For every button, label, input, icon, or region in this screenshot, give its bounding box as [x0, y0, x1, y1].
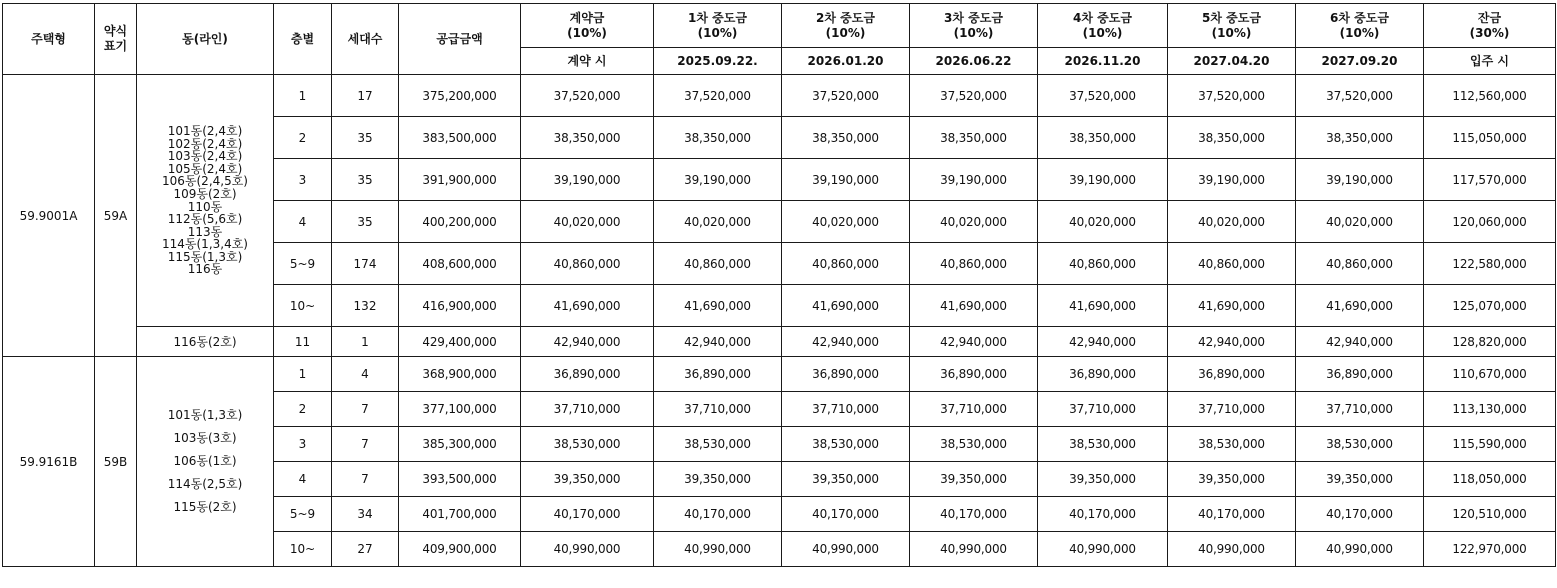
price-cell: 375,200,000 [399, 75, 521, 117]
floor-cell: 1 [274, 357, 332, 392]
mid1-cell: 40,990,000 [654, 532, 782, 567]
balance-cell: 120,060,000 [1424, 201, 1556, 243]
mid6-cell: 39,190,000 [1296, 159, 1424, 201]
mid6-cell: 42,940,000 [1296, 327, 1424, 357]
header-mid1: 1차 중도금 (10%) [654, 4, 782, 48]
mid3-cell: 36,890,000 [910, 357, 1038, 392]
balance-cell: 115,590,000 [1424, 427, 1556, 462]
floor-cell: 4 [274, 462, 332, 497]
contract-cell: 39,190,000 [521, 159, 654, 201]
price-cell: 400,200,000 [399, 201, 521, 243]
date-mid4: 2026.11.20 [1038, 48, 1168, 75]
contract-cell: 38,530,000 [521, 427, 654, 462]
mid4-cell: 40,860,000 [1038, 243, 1168, 285]
balance-cell: 110,670,000 [1424, 357, 1556, 392]
mid6-cell: 36,890,000 [1296, 357, 1424, 392]
table-row [3, 327, 1556, 357]
header-price: 공급금액 [399, 4, 521, 75]
header-mid4: 4차 중도금 (10%) [1038, 4, 1168, 48]
mid4-cell: 40,990,000 [1038, 532, 1168, 567]
units-cell: 4 [332, 357, 399, 392]
mid2-cell: 40,860,000 [782, 243, 910, 285]
mid1-cell: 41,690,000 [654, 285, 782, 327]
header-dong: 동(라인) [137, 4, 274, 75]
dong-cell: 116동(2호) [137, 327, 274, 357]
mid5-cell: 39,350,000 [1168, 462, 1296, 497]
mid2-cell: 40,170,000 [782, 497, 910, 532]
mid1-cell: 40,860,000 [654, 243, 782, 285]
mid2-cell: 38,530,000 [782, 427, 910, 462]
units-cell: 1 [332, 327, 399, 357]
mid2-cell: 37,710,000 [782, 392, 910, 427]
table-row [3, 75, 1556, 117]
mid5-cell: 42,940,000 [1168, 327, 1296, 357]
table-row [3, 357, 1556, 392]
contract-cell: 40,990,000 [521, 532, 654, 567]
header-floor: 층별 [274, 4, 332, 75]
balance-cell: 117,570,000 [1424, 159, 1556, 201]
price-cell: 383,500,000 [399, 117, 521, 159]
mid2-cell: 40,990,000 [782, 532, 910, 567]
mid2-cell: 39,350,000 [782, 462, 910, 497]
table-header [3, 4, 1556, 75]
contract-cell: 41,690,000 [521, 285, 654, 327]
balance-cell: 122,580,000 [1424, 243, 1556, 285]
contract-cell: 40,020,000 [521, 201, 654, 243]
mid4-cell: 36,890,000 [1038, 357, 1168, 392]
mid5-cell: 40,860,000 [1168, 243, 1296, 285]
price-cell: 409,900,000 [399, 532, 521, 567]
mid6-cell: 37,710,000 [1296, 392, 1424, 427]
contract-cell: 42,940,000 [521, 327, 654, 357]
mid1-cell: 40,020,000 [654, 201, 782, 243]
date-mid2: 2026.01.20 [782, 48, 910, 75]
balance-cell: 125,070,000 [1424, 285, 1556, 327]
units-cell: 34 [332, 497, 399, 532]
contract-cell: 37,520,000 [521, 75, 654, 117]
mid2-cell: 42,940,000 [782, 327, 910, 357]
date-mid3: 2026.06.22 [910, 48, 1038, 75]
mid3-cell: 39,350,000 [910, 462, 1038, 497]
contract-cell: 39,350,000 [521, 462, 654, 497]
floor-cell: 10~ [274, 532, 332, 567]
floor-cell: 11 [274, 327, 332, 357]
mid3-cell: 41,690,000 [910, 285, 1038, 327]
contract-cell: 38,350,000 [521, 117, 654, 159]
date-mid1: 2025.09.22. [654, 48, 782, 75]
price-cell: 393,500,000 [399, 462, 521, 497]
mid5-cell: 40,020,000 [1168, 201, 1296, 243]
mid4-cell: 39,190,000 [1038, 159, 1168, 201]
mid6-cell: 37,520,000 [1296, 75, 1424, 117]
mid5-cell: 38,350,000 [1168, 117, 1296, 159]
mid3-cell: 42,940,000 [910, 327, 1038, 357]
dong-cell: 101동(1,3호) 103동(3호) 106동(1호) 114동(2,5호) 115동(2호) [137, 357, 274, 567]
floor-cell: 2 [274, 392, 332, 427]
mid2-cell: 36,890,000 [782, 357, 910, 392]
balance-cell: 122,970,000 [1424, 532, 1556, 567]
price-cell: 408,600,000 [399, 243, 521, 285]
contract-cell: 36,890,000 [521, 357, 654, 392]
units-cell: 174 [332, 243, 399, 285]
mid6-cell: 38,530,000 [1296, 427, 1424, 462]
date-mid6: 2027.09.20 [1296, 48, 1424, 75]
mid5-cell: 36,890,000 [1168, 357, 1296, 392]
price-cell: 368,900,000 [399, 357, 521, 392]
mid5-cell: 40,990,000 [1168, 532, 1296, 567]
mid3-cell: 40,990,000 [910, 532, 1038, 567]
balance-cell: 120,510,000 [1424, 497, 1556, 532]
mid5-cell: 40,170,000 [1168, 497, 1296, 532]
units-cell: 27 [332, 532, 399, 567]
mid6-cell: 40,990,000 [1296, 532, 1424, 567]
mid3-cell: 37,520,000 [910, 75, 1038, 117]
header-mid5: 5차 중도금 (10%) [1168, 4, 1296, 48]
mid6-cell: 40,860,000 [1296, 243, 1424, 285]
mid6-cell: 40,020,000 [1296, 201, 1424, 243]
header-units: 세대수 [332, 4, 399, 75]
mid1-cell: 39,190,000 [654, 159, 782, 201]
floor-cell: 2 [274, 117, 332, 159]
dong-cell: 101동(2,4호) 102동(2,4호) 103동(2,4호) 105동(2,4호) 106동(2,4,5호) 109동(2호) 110동 112동(5,6호) 113동 114동(1,3,4호) 115동(1,3호) 116동 [137, 75, 274, 327]
header-mid6: 6차 중도금 (10%) [1296, 4, 1424, 48]
header-contract: 계약금 (10%) [521, 4, 654, 48]
mid3-cell: 40,170,000 [910, 497, 1038, 532]
mid3-cell: 37,710,000 [910, 392, 1038, 427]
type-cell: 59.9161B [3, 357, 95, 567]
floor-cell: 3 [274, 427, 332, 462]
balance-cell: 128,820,000 [1424, 327, 1556, 357]
mid6-cell: 38,350,000 [1296, 117, 1424, 159]
price-cell: 377,100,000 [399, 392, 521, 427]
units-cell: 35 [332, 117, 399, 159]
mid4-cell: 37,710,000 [1038, 392, 1168, 427]
mid3-cell: 38,530,000 [910, 427, 1038, 462]
short-cell: 59B [95, 357, 137, 567]
mid4-cell: 42,940,000 [1038, 327, 1168, 357]
price-cell: 391,900,000 [399, 159, 521, 201]
mid5-cell: 38,530,000 [1168, 427, 1296, 462]
price-cell: 416,900,000 [399, 285, 521, 327]
mid1-cell: 40,170,000 [654, 497, 782, 532]
mid6-cell: 39,350,000 [1296, 462, 1424, 497]
mid5-cell: 37,520,000 [1168, 75, 1296, 117]
mid1-cell: 38,530,000 [654, 427, 782, 462]
mid3-cell: 40,020,000 [910, 201, 1038, 243]
units-cell: 35 [332, 159, 399, 201]
floor-cell: 1 [274, 75, 332, 117]
mid6-cell: 40,170,000 [1296, 497, 1424, 532]
header-mid2: 2차 중도금 (10%) [782, 4, 910, 48]
mid4-cell: 41,690,000 [1038, 285, 1168, 327]
header-balance: 잔금 (30%) [1424, 4, 1556, 48]
mid3-cell: 39,190,000 [910, 159, 1038, 201]
mid6-cell: 41,690,000 [1296, 285, 1424, 327]
contract-cell: 40,170,000 [521, 497, 654, 532]
mid2-cell: 41,690,000 [782, 285, 910, 327]
units-cell: 132 [332, 285, 399, 327]
mid4-cell: 39,350,000 [1038, 462, 1168, 497]
mid3-cell: 40,860,000 [910, 243, 1038, 285]
mid1-cell: 39,350,000 [654, 462, 782, 497]
contract-cell: 40,860,000 [521, 243, 654, 285]
date-mid5: 2027.04.20 [1168, 48, 1296, 75]
mid5-cell: 39,190,000 [1168, 159, 1296, 201]
mid2-cell: 38,350,000 [782, 117, 910, 159]
floor-cell: 10~ [274, 285, 332, 327]
mid2-cell: 40,020,000 [782, 201, 910, 243]
mid4-cell: 37,520,000 [1038, 75, 1168, 117]
mid3-cell: 38,350,000 [910, 117, 1038, 159]
mid1-cell: 42,940,000 [654, 327, 782, 357]
balance-cell: 118,050,000 [1424, 462, 1556, 497]
units-cell: 7 [332, 392, 399, 427]
floor-cell: 5~9 [274, 497, 332, 532]
date-balance: 입주 시 [1424, 48, 1556, 75]
mid1-cell: 36,890,000 [654, 357, 782, 392]
units-cell: 7 [332, 462, 399, 497]
price-cell: 429,400,000 [399, 327, 521, 357]
price-cell: 401,700,000 [399, 497, 521, 532]
mid5-cell: 41,690,000 [1168, 285, 1296, 327]
floor-cell: 4 [274, 201, 332, 243]
floor-cell: 5~9 [274, 243, 332, 285]
mid2-cell: 37,520,000 [782, 75, 910, 117]
balance-cell: 115,050,000 [1424, 117, 1556, 159]
table-body [3, 75, 1556, 567]
balance-cell: 113,130,000 [1424, 392, 1556, 427]
header-short: 약식 표기 [95, 4, 137, 75]
price-cell: 385,300,000 [399, 427, 521, 462]
units-cell: 17 [332, 75, 399, 117]
header-mid3: 3차 중도금 (10%) [910, 4, 1038, 48]
header-type: 주택형 [3, 4, 95, 75]
price-table [2, 3, 1556, 567]
mid4-cell: 40,020,000 [1038, 201, 1168, 243]
mid1-cell: 38,350,000 [654, 117, 782, 159]
short-cell: 59A [95, 75, 137, 357]
mid4-cell: 38,530,000 [1038, 427, 1168, 462]
mid1-cell: 37,710,000 [654, 392, 782, 427]
balance-cell: 112,560,000 [1424, 75, 1556, 117]
mid4-cell: 40,170,000 [1038, 497, 1168, 532]
mid2-cell: 39,190,000 [782, 159, 910, 201]
date-contract: 계약 시 [521, 48, 654, 75]
units-cell: 35 [332, 201, 399, 243]
contract-cell: 37,710,000 [521, 392, 654, 427]
mid1-cell: 37,520,000 [654, 75, 782, 117]
mid4-cell: 38,350,000 [1038, 117, 1168, 159]
floor-cell: 3 [274, 159, 332, 201]
type-cell: 59.9001A [3, 75, 95, 357]
mid5-cell: 37,710,000 [1168, 392, 1296, 427]
units-cell: 7 [332, 427, 399, 462]
